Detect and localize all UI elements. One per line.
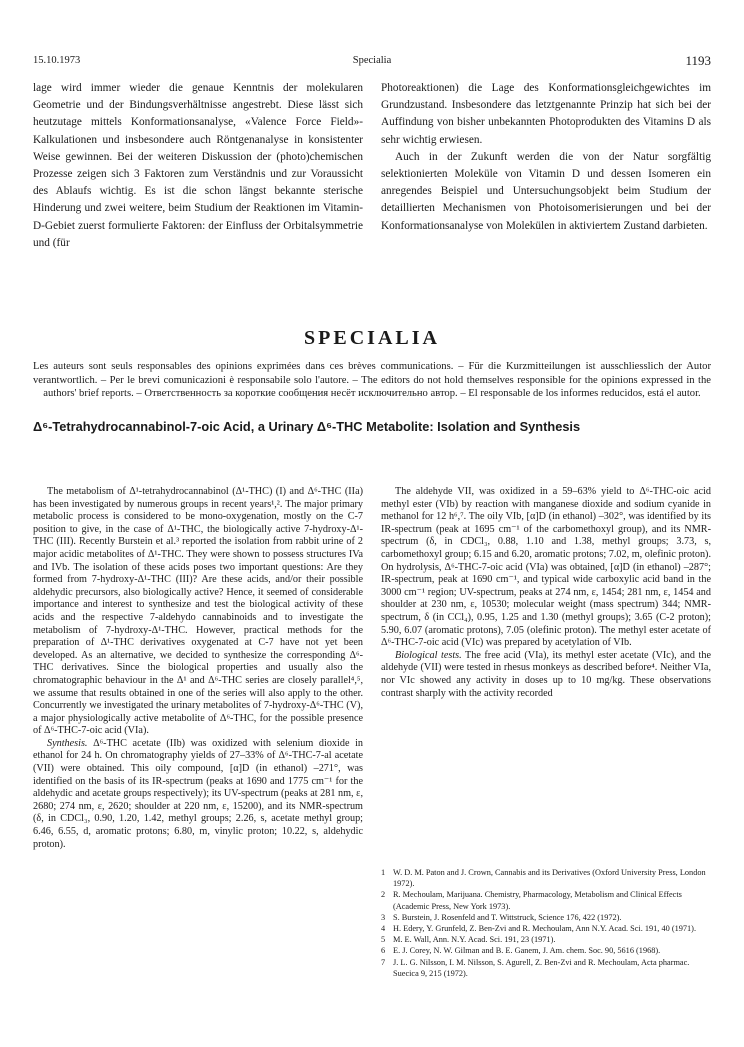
editorial-disclaimer: Les auteurs sont seuls responsables des opinions exprimées dans ces brèves communications. – Für die Kurzmitteilungen ist ausschliesslich der Autor verantwortlich. – Per le brevi comunicazioni è responsabile solo l'autore. – The editors do not hold themselves responsible for the opinions expressed in the authors' brief reports. – Ответственность за короткие сообщения несёт исключительно автор. – El responsable de los informes reducidos, está el autor. [33, 361, 711, 399]
footnote-text: E. J. Corey, N. W. Gilman and B. E. Ganem, J. Am. chem. Soc. 90, 5616 (1968). [393, 946, 661, 956]
footnote-text: J. L. G. Nilsson, I. M. Nilsson, S. Agurell, Z. Ben-Zvi and R. Mechoulam, Acta pharmac. Suecica 9, 215 (1972). [393, 957, 690, 978]
intro-paragraph: The metabolism of Δ¹-tetrahydrocannabinol (Δ¹-THC) (I) and Δ⁶-THC (IIa) has been investigated by numerous groups in recent years¹,². The major primary metabolic process is considered to be mono-oxygenation, mostly on the C-7 position to give, in the case of Δ¹-THC, the biologically active 7-hydroxy-Δ¹-THC (III). Recently Burstein et al.³ reported the isolation from rabbit urine of 2 major acidic metabolites of Δ¹-THC. They were shown to possess structures IVa and IVb. The isolation of these acids poses two important questions: Are they formed from 7-hydroxy-Δ¹-THC (III)? Are these acids, and/or their possible aldehydic precursors, also biologically active? Hence, it seemed of considerable importance and interest to synthesize and test the biological activity of these acids and the respective 7-aldehydo cannabinoids and to investigate the metabolism of 7-hydroxy-Δ¹-THC. However, practical methods for the preparation of Δ¹-THC derivatives oxygenated at C-7 have not yet been developed. As an alternative, we decided to synthesize the corresponding Δ⁶-THC derivatives. Since the biological properties and usually also the chromatographic behaviour in the Δ¹ and Δ⁶-THC series are closely parallel⁴,⁵, we assume that results obtained in one of the series will also apply to the other. Concurrently we investigated the urinary metabolites of 7-hydroxy-Δ⁶-THC (V), a major physiologically active metabolite of Δ⁶-THC, for the possible presence of Δ⁶-THC-7-oic acid (VIa). [33, 486, 363, 737]
footnote [381, 912, 711, 923]
footnote [381, 923, 711, 934]
footnote-number: 3 [381, 912, 386, 922]
biological-tests-text: The free acid (VIa), its methyl ester acetate (VIc), and the aldehyde (VII) were tested in rhesus monkeys as described before⁴. Neither VIa, nor VIc showed any activity in doses up to 10 mg/kg. These observations contrast sharply with the activity recorded [381, 649, 711, 699]
oxidation-paragraph: The aldehyde VII, was oxidized in a 59–63% yield to Δ⁶-THC-oic acid methyl ester (VIb) by reaction with manganese dioxide and sodium cyanide in methanol for 12 h⁶,⁷. The oily VIb, [α]D (in ethanol) –302°, was identified by its IR-spectrum (peak at 1695 cm⁻¹ of the carbomethoxyl group), and its NMR-spectrum (δ, in CDCl₃, 0.88, 1.10 and 1.38, methyl groups; 3.73, s, carbomethoxyl group; 6.15 and 6.20, aromatic protons; 7.02, m, olefinic proton). On hydrolysis, Δ⁶-THC-7-oic acid (VIa) was obtained, [α]D (in ethanol) –287°; IR-spectrum, peak at 1690 cm⁻¹, and typical wide carboxylic acid band in the 3000 cm⁻¹ region; UV-spectrum, peaks at 274 nm, ε, 1454; 281 nm, ε, 1454 and shoulder at 230 nm, ε, 10530; molecular weight (mass spectrum) 344; NMR-spectrum, δ (in CCl₄), 0.95, 1.25 and 1.30 (methyl groups); 3.65 (C-2 proton); 5.90, 6.07 (aromatic protons), 7.05 (olefinic proton). The methyl ester acetate of Δ⁶-THC-7-oic acid (VIc) was prepared by acetylation of VIb. [381, 486, 711, 649]
footnote-number: 7 [381, 957, 386, 967]
footnote-number: 5 [381, 935, 386, 945]
synthesis-label: Synthesis. [47, 737, 88, 749]
footnote [381, 957, 711, 979]
section-title: SPECIALIA [304, 327, 440, 349]
footnote-text: R. Mechoulam, Marijuana. Chemistry, Pharmacology, Metabolism and Clinical Effects (Academic Press, New York 1973). [393, 890, 682, 911]
previous-article-paragraph-1: Photoreaktionen) die Lage des Konformationsgleichgewichtes im Grundzustand. Insbesondere das letztgenannte Prinzip hat sich bei der Auffindung von bisher unbekannten Photoprodukten des Vitamins D als sehr wichtig erwiesen. [381, 82, 711, 146]
article-right-column [381, 486, 711, 700]
issue-date: 15.10.1973 [33, 55, 81, 66]
footnote-number: 6 [381, 946, 386, 956]
previous-article-right-column [381, 80, 711, 235]
footnote [381, 889, 711, 911]
footnotes [381, 867, 711, 979]
footnote-text: W. D. M. Paton and J. Crown, Cannabis and its Derivatives (Oxford University Press, London 1972). [393, 868, 706, 889]
footnote-number: 4 [381, 924, 386, 934]
footnote-text: M. E. Wall, Ann. N.Y. Acad. Sci. 191, 23 (1971). [393, 935, 556, 945]
synthesis-text: Δ⁶-THC acetate (IIb) was oxidized with selenium dioxide in ethanol for 24 h. On chromatography yields of 27–33% of Δ⁶-THC-7-al acetate (VII) were obtained. This oily compound, [α]D (in ethanol) –271°, was identified on the basis of its IR-spectrum (peaks at 1690 and 1775 cm⁻¹ for the aldehydic and acetate groups respectively); its UV-spectrum (peaks at 281 nm, ε, 2680; 274 nm, ε, 2620; shoulder at 220 nm, ε, 15200), and its NMR-spectrum (δ, in CDCl₃, 0.90, 1.20, 1.42, methyl groups; 2.26, s, acetate methyl group; 6.46, 6.55, d, aromatic protons; 6.80, m, vinylic proton; 10.22, s, aldehydic proton). [33, 737, 363, 850]
running-head [33, 53, 711, 69]
article-title: Δ⁶-Tetrahydrocannabinol-7-oic Acid, a Urinary Δ⁶-THC Metabolite: Isolation and Synthesis [33, 419, 581, 434]
footnote-text: S. Burstein, J. Rosenfeld and T. Wittstruck, Science 176, 422 (1972). [393, 912, 622, 922]
footnote [381, 945, 711, 956]
previous-article-text: lage wird immer wieder die genaue Kenntnis der molekularen Geometrie und der Bindungsverhältnisse angestrebt. Diese lässt sich heutzutage mittels Konformationsanalyse, «Valence Force Field»-Kalkulationen und insbesondere auch Röntgenanalyse in konsistenter Weise gewinnen. Bei der weiteren Diskussion der (photo)chemischen Prozesse zeigen sich 3 Faktoren zum Verständnis und zur Voraussicht des Ablaufs wichtig. Es ist die schon längst bekannte sterische Hinderung und zwei weitere, beim Studium der Reaktionen im Vitamin-D-Gebiet zuerst formulierte Faktoren: der Einfluss der Orbitalsymmetrie und (für [33, 82, 363, 249]
previous-article-paragraph-2: Auch in der Zukunft werden die von der Natur sorgfältig selektionierten Moleküle von Vitamin D und dessen Isomeren ein anregendes Beispiel und Untersuchungsobjekt beim Studium der detaillierten Mechanismen von Photoisomerisierungen und bei der Konformationsanalyse von Molekülen in aktiviertem Zustand darbieten. [381, 150, 711, 232]
biological-tests-paragraph [381, 650, 711, 700]
article-left-column [33, 486, 363, 851]
previous-article-left-column [33, 80, 363, 252]
journal-section-name: Specialia [352, 55, 392, 66]
footnote [381, 934, 711, 945]
synthesis-paragraph [33, 738, 363, 851]
footnote-number: 1 [381, 868, 386, 877]
footnote-text: H. Edery, Y. Grunfeld, Z. Ben-Zvi and R. Mechoulam, Ann N.Y. Acad. Sci. 191, 40 (1971). [393, 924, 697, 934]
footnote-number: 2 [381, 890, 386, 900]
biological-tests-label: Biological tests. [395, 649, 462, 661]
footnote [381, 867, 711, 889]
page-number: 1193 [685, 53, 711, 68]
